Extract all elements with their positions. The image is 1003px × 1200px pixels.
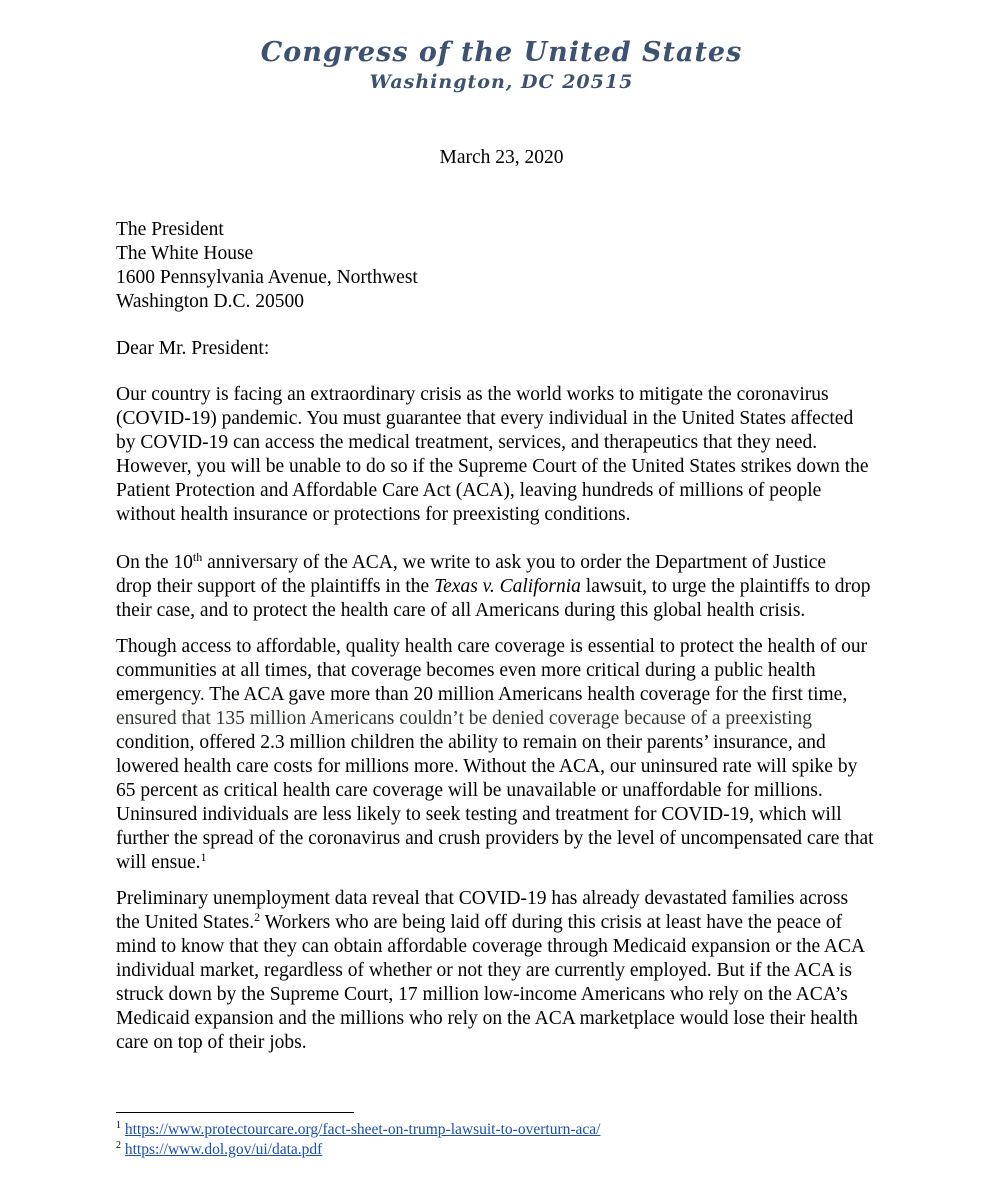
text-line: without health insurance or protections for preexisting conditions. — [116, 504, 631, 525]
text-line: lowered health care costs for millions more. Without the ACA, our uninsured rate will spike by — [116, 756, 858, 777]
text-line: However, you will be unable to do so if the Supreme Court of the United States strikes down the — [116, 456, 869, 477]
recipient-line: The President — [116, 219, 224, 240]
footnote-divider — [116, 1112, 354, 1113]
text-line: emergency. The ACA gave more than 20 million Americans health coverage for the first time, — [116, 684, 848, 705]
paragraph-3 — [116, 635, 976, 875]
text-line — [116, 575, 976, 599]
recipient-line: The White House — [116, 243, 254, 264]
text-line: Medicaid expansion and the millions who rely on the ACA marketplace would lose their health — [116, 1008, 858, 1029]
text-line: Patient Protection and Affordable Care Act (ACA), leaving hundreds of millions of people — [116, 480, 822, 501]
letterhead-subtitle: Washington, DC 20515 — [369, 71, 634, 93]
recipient-address — [116, 218, 976, 314]
recipient-line: 1600 Pennsylvania Avenue, Northwest — [116, 267, 418, 288]
text-line: ensured that 135 million Americans couldn’t be denied coverage because of a preexisting — [116, 708, 812, 729]
footnote-2 — [116, 1140, 600, 1160]
footnote-link-1[interactable]: https://www.protectourcare.org/fact-sheet-on-trump-lawsuit-to-overturn-aca/ — [124, 1121, 601, 1138]
ordinal-superscript: th — [192, 550, 203, 564]
letterhead — [0, 36, 1003, 94]
text-line: Preliminary unemployment data reveal that COVID-19 has already devastated families across — [116, 888, 849, 909]
text-line: Though access to affordable, quality health care coverage is essential to protect the health of our — [116, 636, 868, 657]
footnote-link-2[interactable]: https://www.dol.gov/ui/data.pdf — [124, 1141, 323, 1158]
text-line: mind to know that they can obtain affordable coverage through Medicaid expansion or the ACA — [116, 936, 866, 957]
paragraph-2 — [116, 551, 976, 623]
text-line — [116, 911, 976, 935]
text-line: struck down by the Supreme Court, 17 million low-income Americans who rely on the ACA’s — [116, 984, 848, 1005]
paragraph-1 — [116, 383, 976, 527]
footnote-number: 2 — [116, 1140, 121, 1151]
text-line: by COVID-19 can access the medical treatment, services, and therapeutics that they need. — [116, 432, 818, 453]
footnote-ref-1: 1 — [200, 850, 207, 864]
footnote-ref-2: 2 — [254, 910, 261, 924]
text-span: drop their support of the plaintiffs in the — [116, 576, 435, 597]
text-span: Workers who are being laid off during this crisis at least have the peace of — [260, 912, 843, 933]
text-line: 65 percent as critical health care coverage will be unavailable or unaffordable for millions. — [116, 780, 823, 801]
text-span: On the 10 — [116, 552, 193, 573]
text-line: individual market, regardless of whether or not they are currently employed. But if the ACA is — [116, 960, 852, 981]
text-line: their case, and to protect the health care of all Americans during this global health crisis. — [116, 600, 806, 621]
footnote-number: 1 — [116, 1120, 121, 1131]
text-line: Our country is facing an extraordinary crisis as the world works to mitigate the coronavirus — [116, 384, 829, 405]
case-name: Texas v. California — [434, 576, 581, 597]
letter-date: March 23, 2020 — [439, 147, 564, 168]
text-line: care on top of their jobs. — [116, 1032, 307, 1053]
text-line: communities at all times, that coverage becomes even more critical during a public health — [116, 660, 816, 681]
text-span: will ensue. — [116, 852, 201, 873]
text-line: Uninsured individuals are less likely to seek testing and treatment for COVID-19, which will — [116, 804, 842, 825]
text-line — [116, 851, 976, 875]
footnote-1 — [116, 1120, 600, 1140]
footnotes — [116, 1120, 600, 1160]
recipient-line: Washington D.C. 20500 — [116, 291, 305, 312]
salutation: Dear Mr. President: — [116, 338, 270, 359]
letterhead-title: Congress of the United States — [260, 37, 743, 68]
text-line: further the spread of the coronavirus and crush providers by the level of uncompensated care that — [116, 828, 874, 849]
text-span: the United States. — [116, 912, 255, 933]
paragraph-4 — [116, 887, 976, 1055]
text-span: anniversary of the ACA, we write to ask you to order the Department of Justice — [202, 552, 827, 573]
text-line: (COVID-19) pandemic. You must guarantee that every individual in the United States affected — [116, 408, 854, 429]
text-line — [116, 551, 976, 575]
text-line: condition, offered 2.3 million children the ability to remain on their parents’ insurance, and — [116, 732, 826, 753]
text-span: lawsuit, to urge the plaintiffs to drop — [580, 576, 871, 597]
